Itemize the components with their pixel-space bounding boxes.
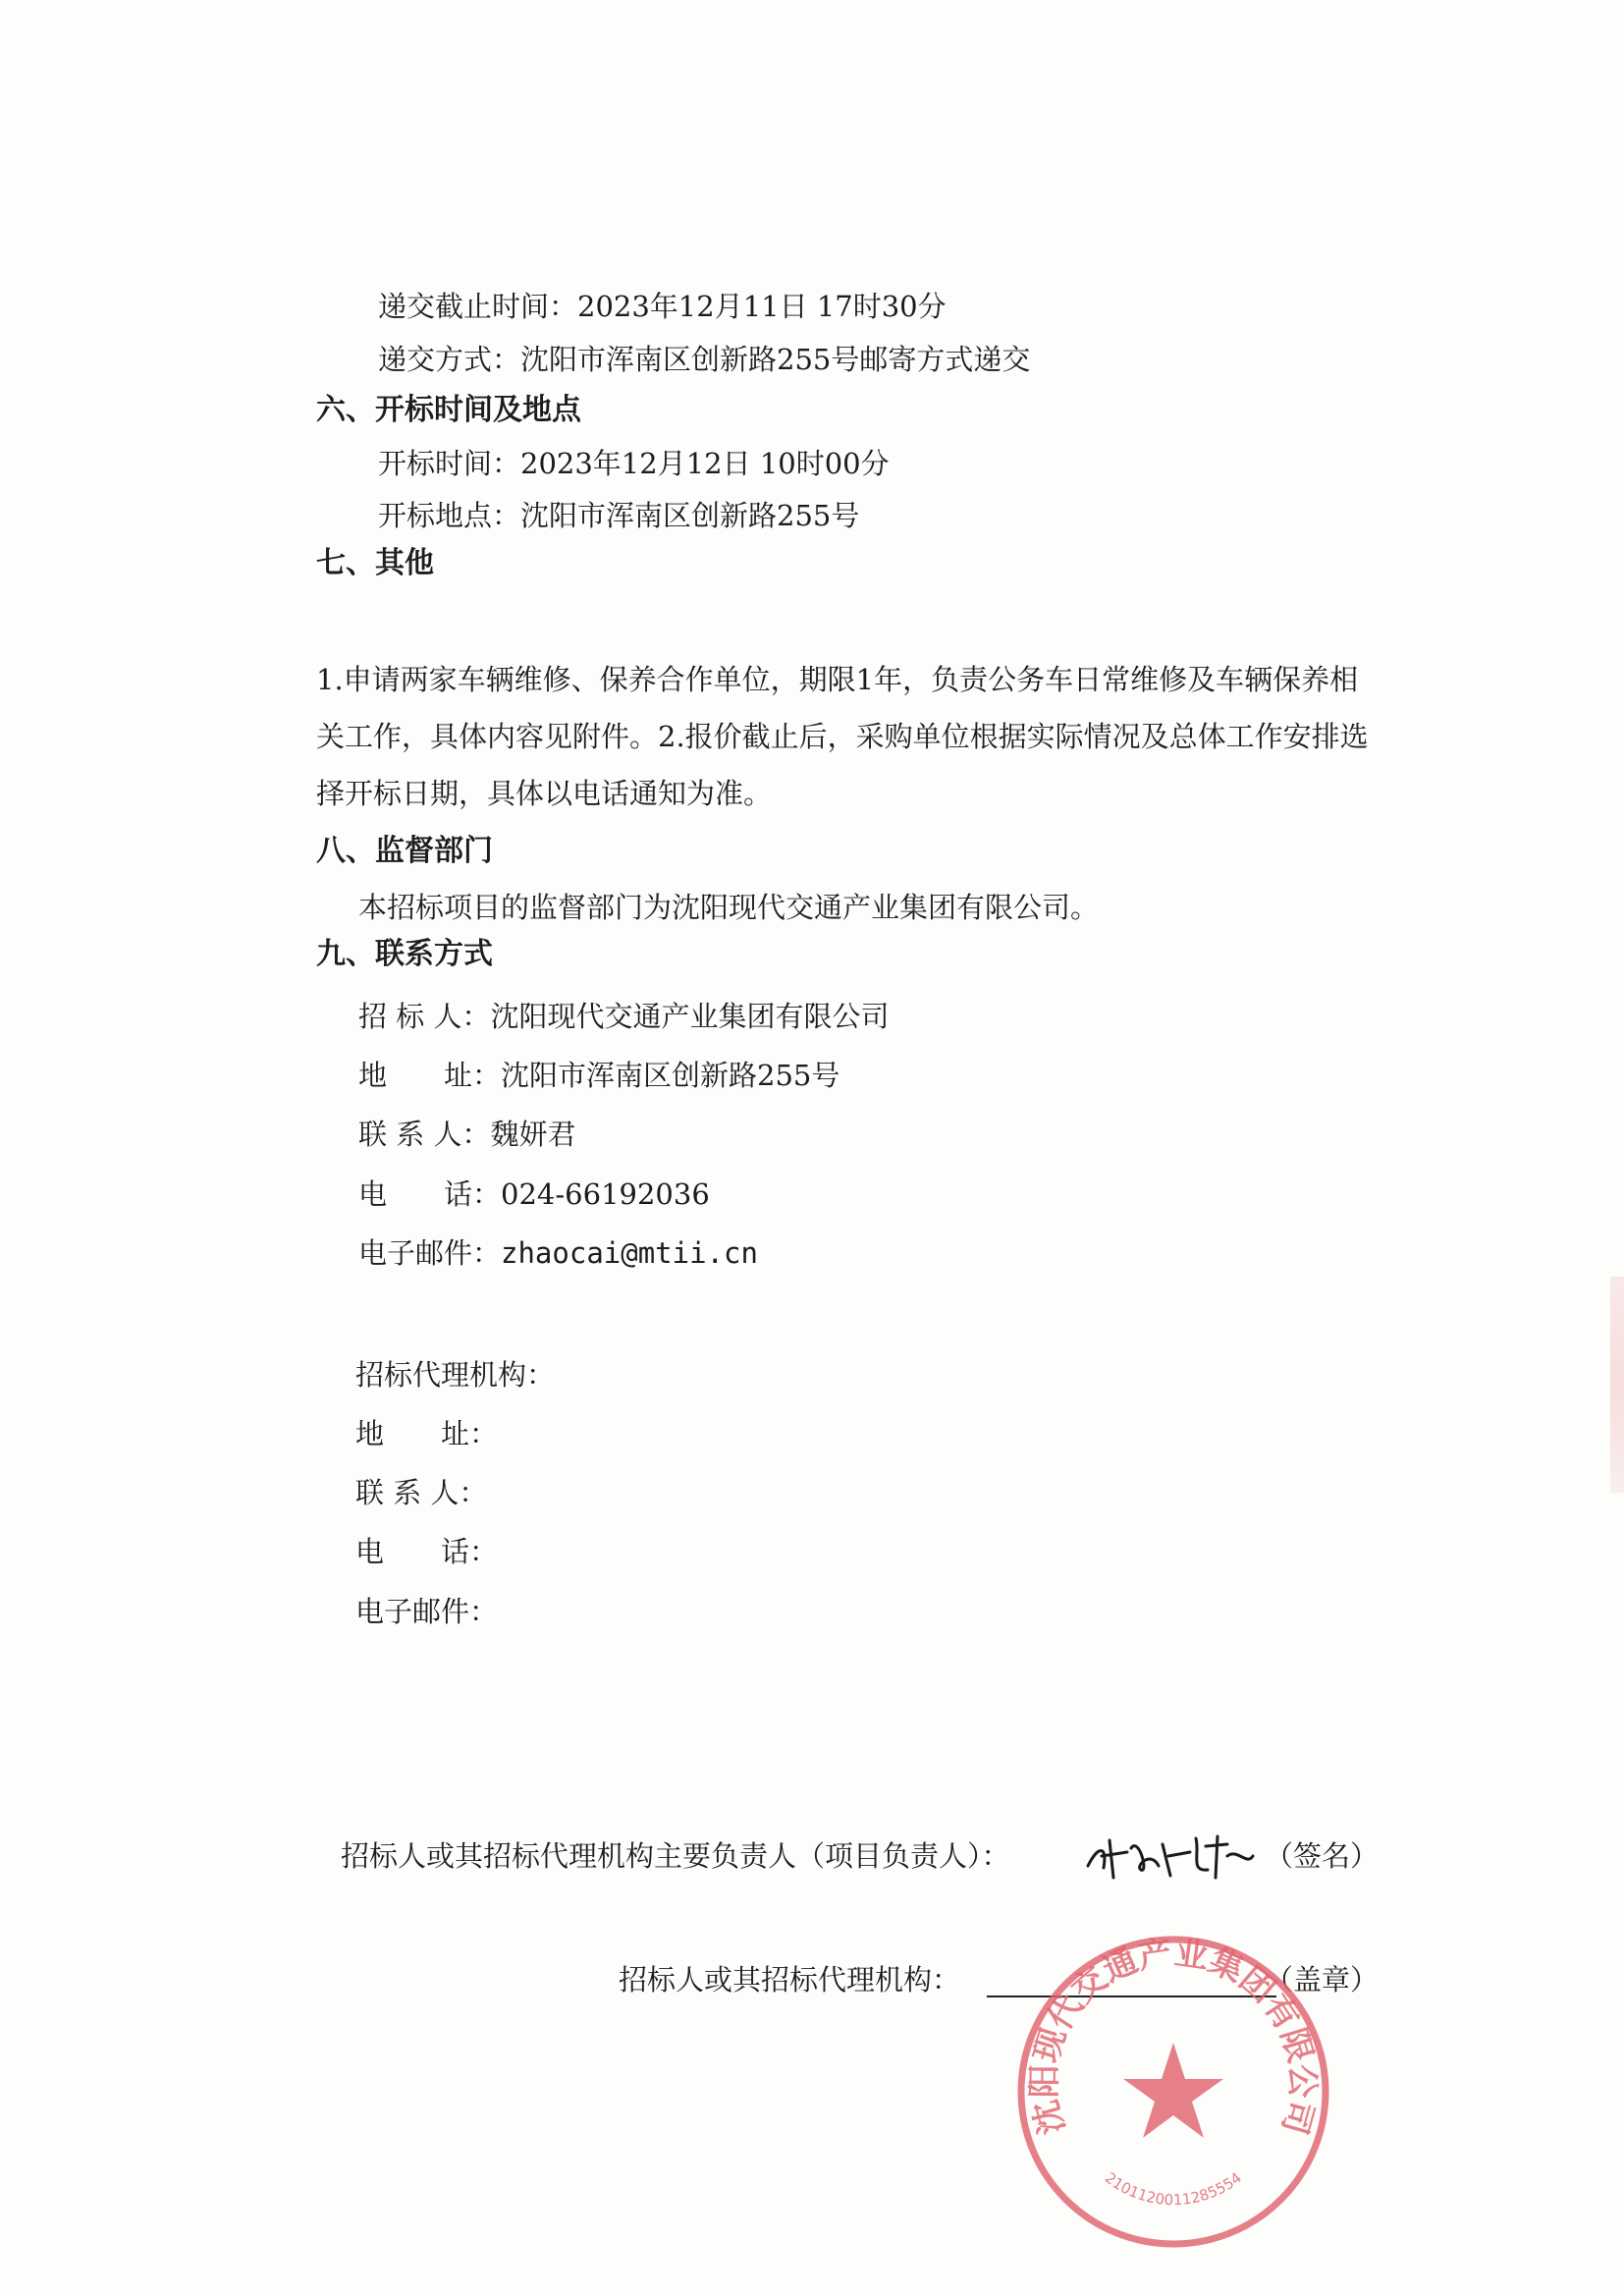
agency-title: 招标代理机构： — [355, 1358, 556, 1392]
signature-prompt: 招标人或其招标代理机构主要负责人（项目负责人）： — [341, 1839, 1010, 1873]
address-label: 地 址： — [358, 1059, 502, 1092]
tenderer-value: 沈阳现代交通产业集团有限公司 — [490, 1000, 890, 1033]
contact-row-tenderer — [358, 997, 889, 1036]
contact-label: 联 系 人： — [358, 1118, 491, 1151]
contact-row-address — [358, 1056, 839, 1095]
signature-suffix: （签名） — [1265, 1839, 1380, 1873]
phone-value: 024-66192036 — [501, 1177, 710, 1211]
agency-phone-label: 电 话： — [355, 1535, 499, 1568]
contact-row-phone — [358, 1175, 710, 1214]
contact-value: 魏妍君 — [490, 1118, 576, 1151]
seal-text: 沈阳现代交通产业集团有限公司 — [1024, 1933, 1323, 2139]
contact-row-email — [358, 1233, 758, 1273]
seal-number: 2101120011285554 — [1101, 2168, 1246, 2210]
phone-label: 电 话： — [358, 1177, 502, 1211]
opening-place: 开标地点：沈阳市浑南区创新路255号 — [378, 499, 860, 532]
email-value: zhaocai@mtii.cn — [501, 1236, 758, 1270]
submission-method: 递交方式：沈阳市浑南区创新路255号邮寄方式递交 — [378, 343, 1031, 376]
section-7-body: 1.申请两家车辆维修、保养合作单位，期限1年，负责公务车日常维修及车辆保养相关工作，具体内容见附件。2.报价截止后，采购单位根据实际情况及总体工作安排选择开标日期，具体以电话通知为准。 — [316, 663, 1369, 810]
seal-prompt: 招标人或其招标代理机构： — [619, 1963, 961, 1996]
handwritten-signature — [1080, 1827, 1257, 1886]
opening-time: 开标时间：2023年12月12日 10时00分 — [378, 447, 890, 480]
section-8-body: 本招标项目的监督部门为沈阳现代交通产业集团有限公司。 — [358, 891, 1100, 924]
section-6-title: 六、开标时间及地点 — [316, 393, 581, 427]
svg-text:2101120011285554 — [1102, 2169, 1245, 2210]
address-value: 沈阳市浑南区创新路255号 — [501, 1059, 840, 1092]
section-9-title: 九、联系方式 — [316, 937, 493, 971]
edge-stamp-mark — [1610, 1277, 1624, 1493]
contact-row-person — [358, 1115, 575, 1154]
email-label: 电子邮件： — [358, 1236, 502, 1270]
section-7-title: 七、其他 — [316, 546, 434, 580]
section-8-title: 八、监督部门 — [316, 834, 493, 868]
tenderer-label: 招 标 人： — [358, 1000, 491, 1033]
agency-contact-label: 联 系 人： — [355, 1476, 488, 1509]
agency-address-label: 地 址： — [355, 1417, 499, 1450]
submission-deadline: 递交截止时间：2023年12月11日 17时30分 — [378, 290, 947, 323]
company-seal-stamp — [1011, 1930, 1335, 2254]
agency-email-label: 电子邮件： — [355, 1595, 499, 1628]
seal-suffix: （盖章） — [1265, 1963, 1380, 1996]
